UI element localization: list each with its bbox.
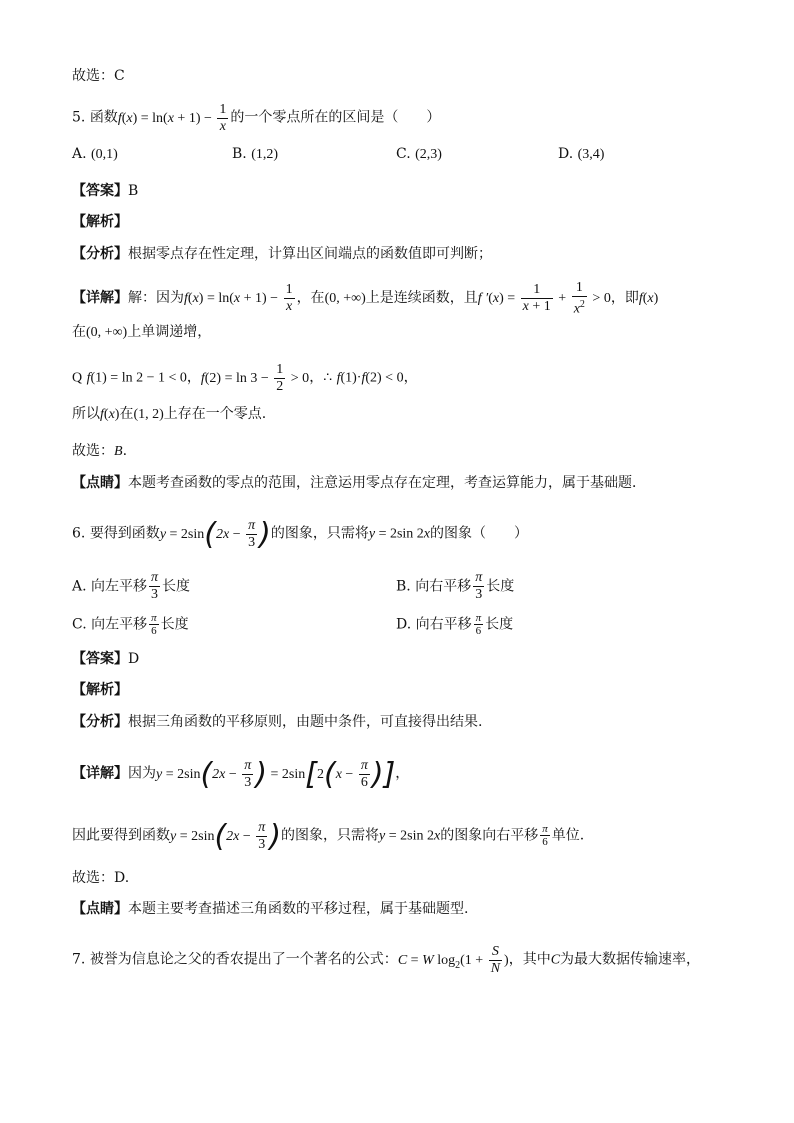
q5-fenxi: 【分析】根据零点存在性定理，计算出区间端点的函数值即可判断； [72, 246, 492, 262]
q5-option-d[interactable]: D. (3,4) [558, 146, 605, 162]
q5-calc: Q f(1) = ln 2 − 1 < 0，f(2) = ln 3 − $\frac{1}{2}$ > 0，∴ f(1)·f(2) < 0， [72, 362, 418, 394]
q7-number: 7. [72, 951, 86, 968]
q6-answer: 【答案】D [72, 651, 140, 667]
q7-stem: 7. 被誉为信息论之父的香农提出了一个著名的公式：C = W $\log_2(1$ + $\frac{S}{N}$ )，其中C为最大数据传输速率， [72, 944, 701, 976]
q6-option-b[interactable]: B. 向右平移 $\frac{\pi}{3}$ 长度 [396, 570, 515, 602]
q6-option-d[interactable]: D. 向右平移 $\frac{\pi}{6}$ 长度 [396, 612, 514, 637]
q5-answer: 【答案】B [72, 183, 139, 199]
q6-option-c[interactable]: C. 向左平移 $\frac{\pi}{6}$ 长度 [72, 612, 189, 637]
q5-number: 5. [72, 109, 86, 126]
q5-option-a[interactable]: A. (0,1) [72, 146, 118, 162]
q6-yinci: 因此要得到函数y = 2sin(2x − $\frac{\pi}{3}$ )的图象，只需将y = 2sin 2x的图象向右平移 $\frac{\pi}{6}$ 单位. [72, 818, 585, 854]
q5-jiexi: 【解析】 [72, 214, 128, 230]
q5-xiangjie-cont: 在(0, +∞)上单调递增， [72, 324, 212, 340]
q6-option-a[interactable]: A. 向左平移 $\frac{\pi}{3}$ 长度 [72, 570, 191, 602]
q5-dianjing: 【点睛】本题考查函数的零点的范围，注意运用零点存在定理，考查运算能力，属于基础题． [72, 475, 646, 491]
prev-conclusion: 故选：C [72, 68, 125, 84]
q6-jiexi: 【解析】 [72, 682, 128, 698]
q6-dianjing: 【点睛】本题主要考查描述三角函数的平移过程，属于基础题型. [72, 901, 469, 917]
q5-option-c[interactable]: C. (2,3) [396, 146, 442, 162]
q5-xiangjie: 【详解】解：因为f(x) = ln(x + 1) − $\frac{1}{x}$ ，在(0, +∞)上是连续函数，且f ′(x) = $\frac{1}{x + 1}$ + $\frac{1}{x^2}$ > 0，即f(x) [72, 280, 659, 317]
q6-stem: 6. 要得到函数y = 2sin(2x − $\frac{\pi}{3}$ )的图象，只需将y = 2sin 2x的图象（ ） [72, 516, 529, 552]
q5-stem: 5. 函数f(x) = ln(x + 1) − $\frac{1}{x}$ 的一个零点所在的区间是（ ） [72, 102, 441, 134]
q5-suoyi: 所以f(x)在(1, 2)上存在一个零点. [72, 406, 267, 422]
q5-option-b[interactable]: B. (1,2) [232, 146, 279, 162]
q5-conclusion: 故选：B. [72, 443, 128, 459]
q6-fenxi: 【分析】根据三角函数的平移原则，由题中条件，可直接得出结果. [72, 714, 483, 730]
q6-number: 6. [72, 525, 86, 542]
q5-formula: f(x) = ln(x + 1) − $\frac{1}{x}$ [117, 102, 227, 134]
q6-xiangjie: 【详解】因为y = 2sin(2x − $\frac{\pi}{3}$ ) = 2sin[2(x − $\frac{\pi}{6}$ )]， [72, 756, 410, 792]
q6-conclusion: 故选：D. [72, 870, 130, 886]
